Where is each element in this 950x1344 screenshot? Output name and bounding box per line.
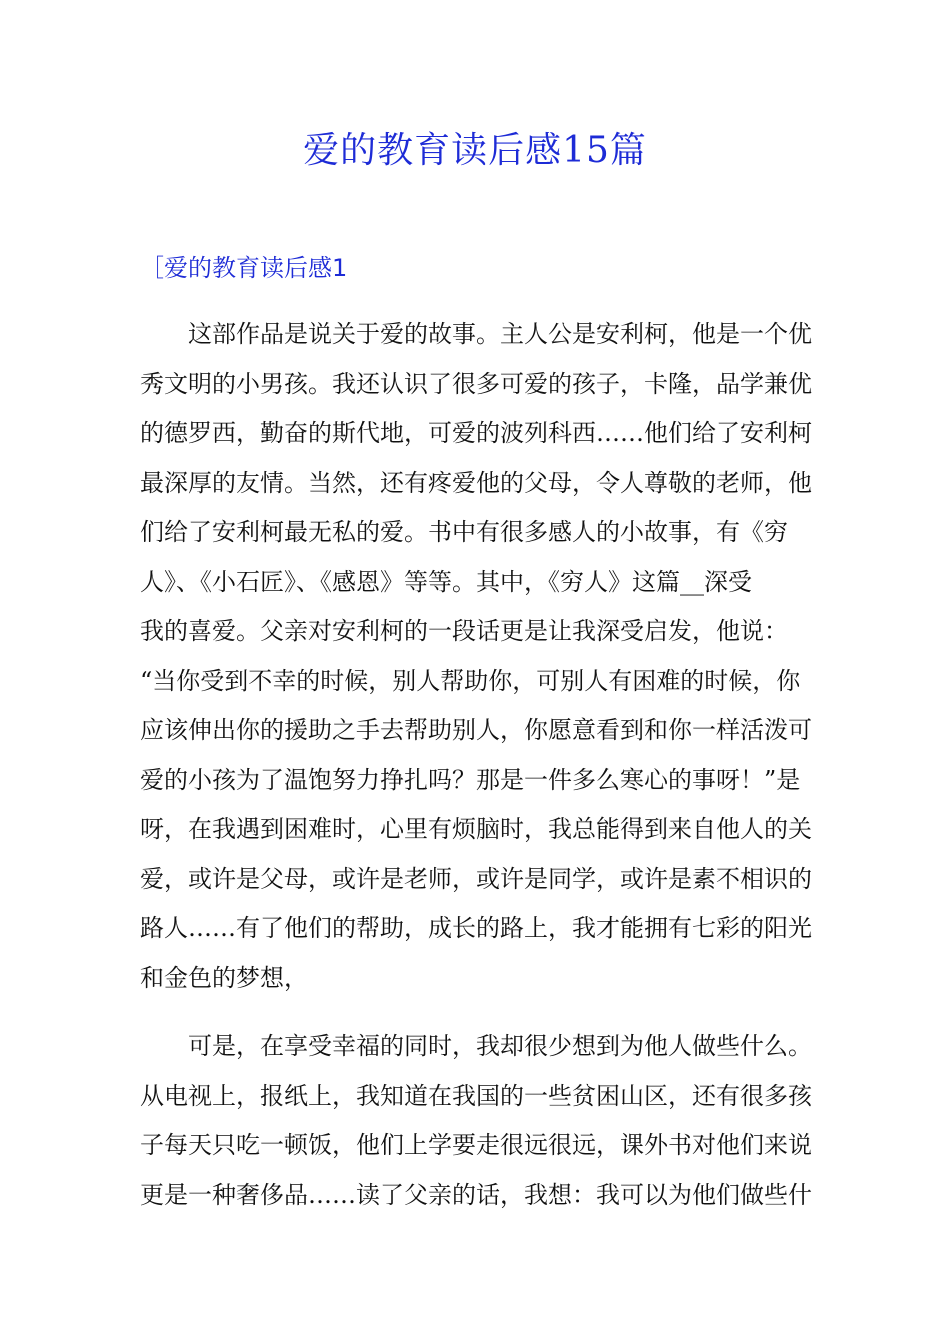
paragraph-line: 呀，在我遇到困难时，心里有烦脑时，我总能得到来自他人的关 xyxy=(140,815,812,843)
paragraph-line: 更是一种奢侈品……读了父亲的话，我想：我可以为他们做些什 xyxy=(140,1180,812,1209)
section-heading: ［爱的教育读后感1 xyxy=(140,254,348,282)
paragraph-line: 路人……有了他们的帮助，成长的路上，我才能拥有七彩的阳光 xyxy=(140,914,812,942)
paragraph-line: 的德罗西，勤奋的斯代地，可爱的波列科西……他们给了安利柯 xyxy=(140,419,812,447)
paragraph-line: “当你受到不幸的时候，别人帮助你，可别人有困难的时候，你 xyxy=(140,666,801,695)
paragraph-line: 子每天只吃一顿饭，他们上学要走很远很远，课外书对他们来说 xyxy=(140,1131,812,1159)
paragraph-line: 爱的小孩为了温饱努力挣扎吗？那是一件多么寒心的事呀！”是 xyxy=(140,765,801,794)
paragraph-line: 我的喜爱。父亲对安利柯的一段话更是让我深受启发，他说： xyxy=(140,617,788,645)
paragraph-line: 从电视上，报纸上，我知道在我国的一些贫困山区，还有很多孩 xyxy=(140,1081,812,1110)
paragraph-line: 人》、《小石匠》、《感恩》等等。其中，《穷人》这篇__深受 xyxy=(140,567,752,596)
paragraph-1 xyxy=(140,310,812,1003)
paragraph-line: 可是，在享受幸福的同时，我却很少想到为他人做些什么。 xyxy=(188,1032,812,1060)
paragraph-line: 应该伸出你的援助之手去帮助别人，你愿意看到和你一样活泼可 xyxy=(140,716,812,744)
paragraph-2 xyxy=(140,1022,812,1220)
paragraph-line: 这部作品是说关于爱的故事。主人公是安利柯，他是一个优 xyxy=(188,320,812,348)
paragraph-line: 最深厚的友情。当然，还有疼爱他的父母，令人尊敬的老师，他 xyxy=(140,468,812,497)
paragraph-line: 秀文明的小男孩。我还认识了很多可爱的孩子，卡隆，品学兼优 xyxy=(140,369,812,398)
paragraph-line: 和金色的梦想， xyxy=(140,963,308,992)
document-title: 爱的教育读后感15篇 xyxy=(303,130,647,171)
paragraph-line: 们给了安利柯最无私的爱。书中有很多感人的小故事，有《穷 xyxy=(140,518,788,546)
paragraph-line: 爱，或许是父母，或许是老师，或许是同学，或许是素不相识的 xyxy=(140,864,812,893)
